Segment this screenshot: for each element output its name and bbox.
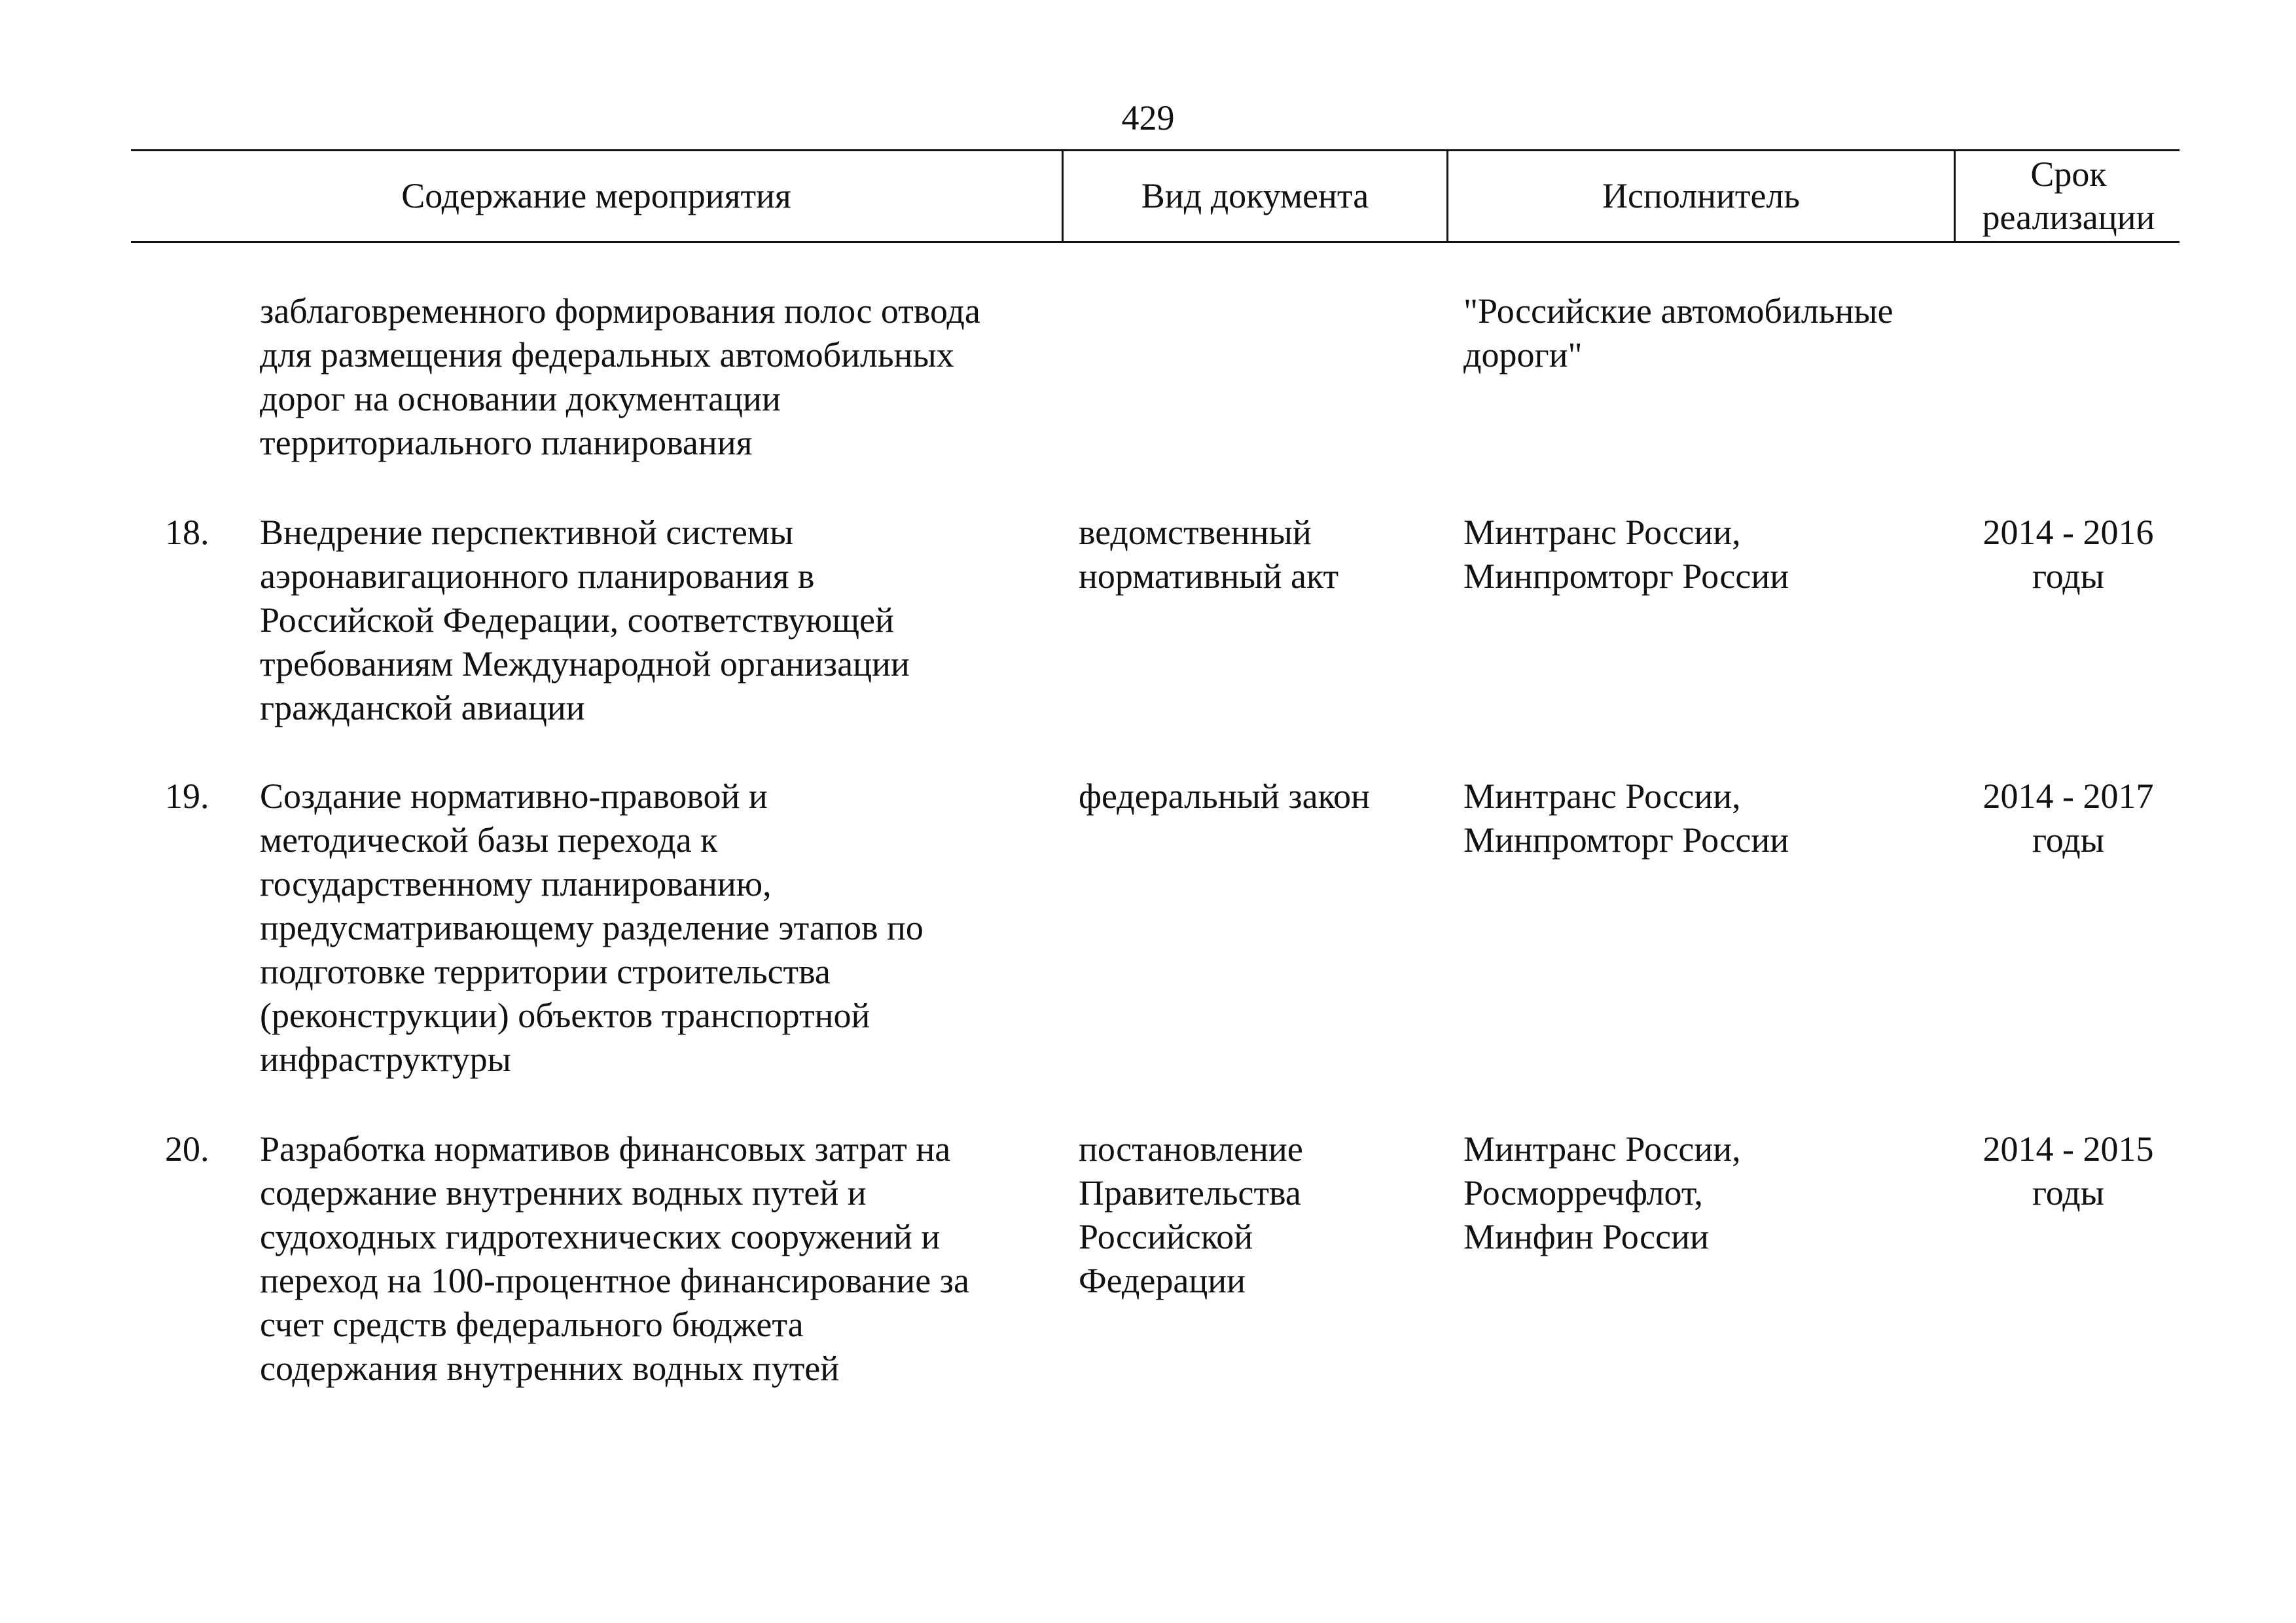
row-term-line: годы [2032,1173,2104,1213]
row-content-line: для размещения федеральных автомобильных [260,335,954,374]
row-document-type [1079,775,1370,818]
row-content-line: инфраструктуры [260,1040,511,1079]
row-content-line: методической базы перехода к [260,820,718,860]
row-document-type-line: Российской [1079,1217,1253,1256]
row-number: 20. [165,1129,209,1169]
header-term-line-1: Срок [2030,154,2107,194]
page-number: 429 [1121,98,1175,137]
row-executor [1463,289,1893,377]
row-document-type [1079,511,1338,598]
row-term [1954,511,2183,598]
row-content-line: Создание нормативно-правовой и [260,776,768,816]
row-executor-line: Минфин России [1463,1217,1709,1256]
row-executor [1463,511,1789,598]
row-content-line: территориального планирования [260,423,753,462]
row-document-type-line: ведомственный [1079,513,1312,552]
row-executor-line: Минпромторг России [1463,820,1789,860]
row-term-line: 2014 - 2016 [1982,513,2154,552]
row-content [260,511,910,730]
header-executor-label: Исполнитель [1602,175,1801,215]
row-document-type [1079,1127,1303,1303]
row-document-type-line: федеральный закон [1079,776,1370,816]
row-content-line: (реконструкции) объектов транспортной [260,996,870,1035]
row-number: 18. [165,513,209,552]
row-executor-line: Минтранс России, [1463,776,1741,816]
row-content-line: содержания внутренних водных путей [260,1349,840,1388]
row-executor [1463,775,1789,862]
row-content-line: переход на 100-процентное финансирование за [260,1261,969,1300]
header-term [1956,150,2181,241]
row-term-line: годы [2032,556,2104,596]
row-document-type-line: Правительства [1079,1173,1301,1213]
row-executor-line: Минтранс России, [1463,513,1741,552]
header-term-line-2: реализации [1982,197,2155,237]
row-content-line: аэронавигационного планирования в [260,556,815,596]
row-executor [1463,1127,1741,1259]
row-document-type-line: нормативный акт [1079,556,1339,596]
row-content-line: счет средств федерального бюджета [260,1305,804,1344]
header-content [131,150,1062,241]
row-term-line: 2014 - 2017 [1982,776,2154,816]
row-content-line: подготовке территории строительства [260,952,831,991]
row-executor-line: дороги" [1463,335,1583,374]
header-document-type [1064,150,1446,241]
row-term-line: годы [2032,820,2104,860]
row-content-line: гражданской авиации [260,688,585,727]
row-content-line: содержание внутренних водных путей и [260,1173,867,1213]
row-executor-line: Росморречфлот, [1463,1173,1703,1213]
row-executor-line: "Российские автомобильные [1463,291,1893,331]
row-content-line: заблаговременного формирования полос отвода [260,291,980,331]
row-content-line: дорог на основании документации [260,379,781,418]
row-number: 19. [165,776,209,816]
row-content [260,775,924,1082]
header-executor [1448,150,1954,241]
row-executor-line: Минтранс России, [1463,1129,1741,1169]
row-content-line: Внедрение перспективной системы [260,513,794,552]
row-document-type-line: Федерации [1079,1261,1246,1300]
header-content-label: Содержание мероприятия [401,175,791,215]
row-document-type-line: постановление [1079,1129,1303,1169]
row-term-line: 2014 - 2015 [1982,1129,2154,1169]
header-document-type-label: Вид документа [1141,175,1369,215]
row-term [1954,1127,2183,1215]
row-content [260,1127,969,1391]
row-term [1954,775,2183,862]
row-content-line: предусматривающему разделение этапов по [260,908,924,947]
row-content-line: государственному планированию, [260,864,772,903]
row-content-line: судоходных гидротехнических сооружений и [260,1217,941,1256]
row-content-line: требованиям Международной организации [260,644,910,684]
row-content-line: Разработка нормативов финансовых затрат на [260,1129,951,1169]
row-content-line: Российской Федерации, соответствующей [260,600,894,640]
table-header-bottom-rule [131,241,2179,243]
row-content [260,289,980,465]
row-executor-line: Минпромторг России [1463,556,1789,596]
